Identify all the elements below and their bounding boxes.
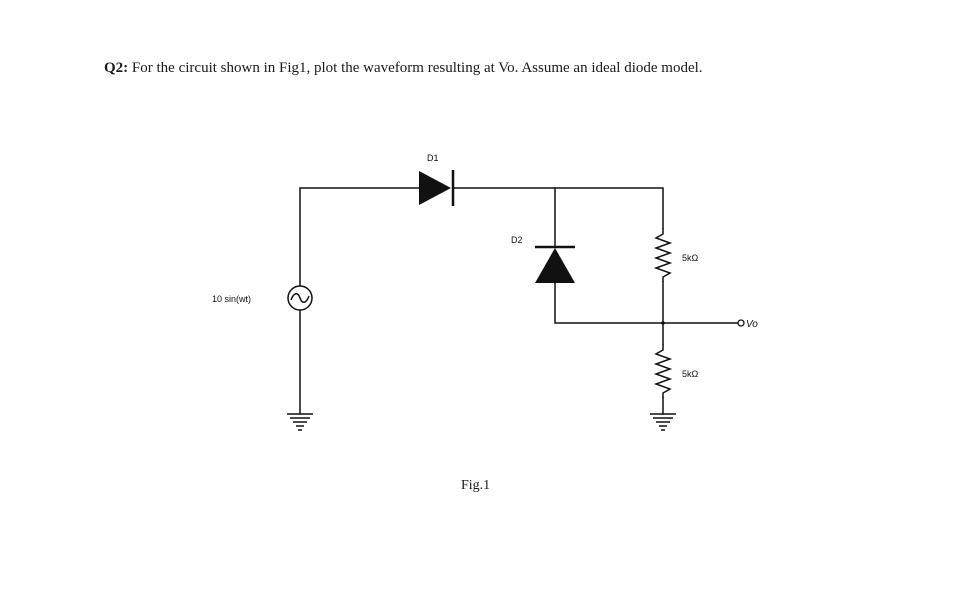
question-body: For the circuit shown in Fig1, plot the waveform resulting at Vo. Assume an ideal diode model. [128, 60, 703, 76]
r2-label: 5kΩ [682, 369, 699, 379]
resistor-r2-icon [656, 344, 670, 398]
output-node-dot [661, 321, 665, 325]
diode-d1-icon [419, 170, 453, 206]
r1-label: 5kΩ [682, 253, 699, 263]
resistor-r1-icon [656, 228, 670, 282]
source-label: 10 sin(wt) [212, 294, 252, 304]
question-label: Q2: [104, 60, 129, 76]
wire-top-rail [453, 188, 663, 228]
wire-d2-bottom [555, 283, 663, 323]
output-label: Vo [746, 319, 758, 330]
ac-source-icon [288, 286, 312, 310]
d1-label: D1 [427, 153, 439, 163]
ground-r2-icon [650, 414, 676, 430]
diode-d2-icon [535, 247, 575, 283]
ground-source-icon [287, 414, 313, 430]
output-terminal [738, 320, 744, 326]
wire-source-top [300, 188, 421, 286]
d2-label: D2 [511, 235, 523, 245]
figure-caption: Fig.1 [461, 478, 491, 493]
